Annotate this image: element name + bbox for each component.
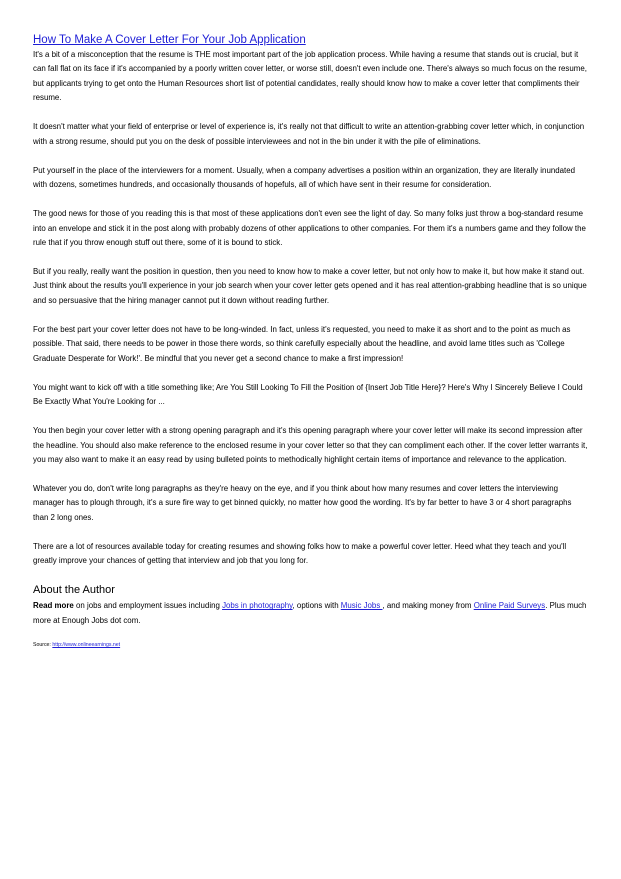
about-author-heading: About the Author xyxy=(33,584,115,597)
paragraph-7: You might want to kick off with a title something like; Are You Still Looking To Fill the Position of {Insert Job Title Here}? Here's Why I Sincerely Believe I Could Be Exactly What You're Looking for ... xyxy=(33,382,583,407)
author-text-3: , and making money from xyxy=(382,601,474,611)
online-paid-surveys-link[interactable]: Online Paid Surveys xyxy=(473,601,546,611)
paragraph-2: It doesn't matter what your field of enterprise or level of experience is, it's really not that difficult to write an attention-grabbing cover letter which, in conjunction with a strong resume, should put you on the desk of possible interviewees and not in the bin under it with the pile of eliminations. xyxy=(33,122,585,146)
author-text-2: , options with xyxy=(292,601,341,611)
paragraph-6: For the best part your cover letter does not have to be long-winded. In fact, unless it's requested, you need to make it as short and to the point as much as possible. That said, there needs to be power in those there words, so think carefully especially about the headline, and avoid lame titles such as 'College Graduate Desperate for Work!'. Be mindful that you never get a second chance to make a first impression! xyxy=(33,324,571,363)
source-line xyxy=(33,641,588,649)
paragraph-4: The good news for those of you reading this is that most of these applications don't even see the light of day. So many folks just throw a bog-standard resume into an envelope and stick it in the post along with probably dozens of other applications to other companies. For them it's a numbers game and they follow the rule that if you throw enough stuff out there, some of it is bound to stick. xyxy=(33,209,586,248)
paragraph-1: It's a bit of a misconception that the resume is THE most important part of the job application process. While having a resume that stands out is crucial, but it can fall flat on its face if it's accompanied by a poorly written cover letter, or worse still, doesn't even include one. There's always so much focus on the resume, but applicants trying to get onto the Human Resources short list of potential candidates, really should know how to make a cover letter that compliments their resume. xyxy=(33,50,587,103)
article-title[interactable]: How To Make A Cover Letter For Your Job Application xyxy=(33,34,306,46)
jobs-in-photography-link[interactable]: Jobs in photography xyxy=(222,601,293,611)
read-more-label: Read more xyxy=(33,601,74,611)
article-body xyxy=(33,48,588,569)
music-jobs-link[interactable]: Music Jobs xyxy=(340,601,383,611)
paragraph-5: But if you really, really want the position in question, then you need to know how to make a cover letter, but not only how to make it, but how make it stand out. Just think about the results you'll experience in your job search when your cover letter gets opened and it has real attention-grabbing headline that is so unique and so persuasive that the hiring manager cannot put it down without reading further. xyxy=(33,266,587,305)
paragraph-9: Whatever you do, don't write long paragraphs as they're heavy on the eye, and if you think about how many resumes and cover letters the interviewing manager has to plough through, it's a sure fire way to get binned quickly, no matter how good the wording. It's by far better to have 3 or 4 short paragraphs than 2 long ones. xyxy=(33,483,572,522)
source-link[interactable]: http://www.onlineearnings.net xyxy=(52,642,121,649)
author-text-1: on jobs and employment issues including xyxy=(73,601,223,611)
paragraph-3: Put yourself in the place of the interviewers for a moment. Usually, when a company advertises a position within an organization, they are literally inundated with dozens, sometimes hundreds, and occasionally thousands of hopefuls, all of which have sent in their resume for consideration. xyxy=(33,165,575,190)
author-bio xyxy=(33,599,588,628)
paragraph-8: You then begin your cover letter with a strong opening paragraph and it's this opening paragraph where your cover letter will make its second impression after the headline. You should also make reference to the enclosed resume in your cover letter so that they can compliment each other. If the cover letter warrants it, you may also want to make it an easy read by using bulleted points to methodically highlight certain items of importance and relevance to the application. xyxy=(33,426,588,465)
paragraph-10: There are a lot of resources available today for creating resumes and showing folks how to make a powerful cover letter. Heed what they teach and you'll greatly improve your chances of getting that interview and job that you long for. xyxy=(33,541,567,566)
author-text-4: . Plus much more at Enough Jobs dot com. xyxy=(33,601,587,625)
source-label: Source: xyxy=(33,642,53,649)
